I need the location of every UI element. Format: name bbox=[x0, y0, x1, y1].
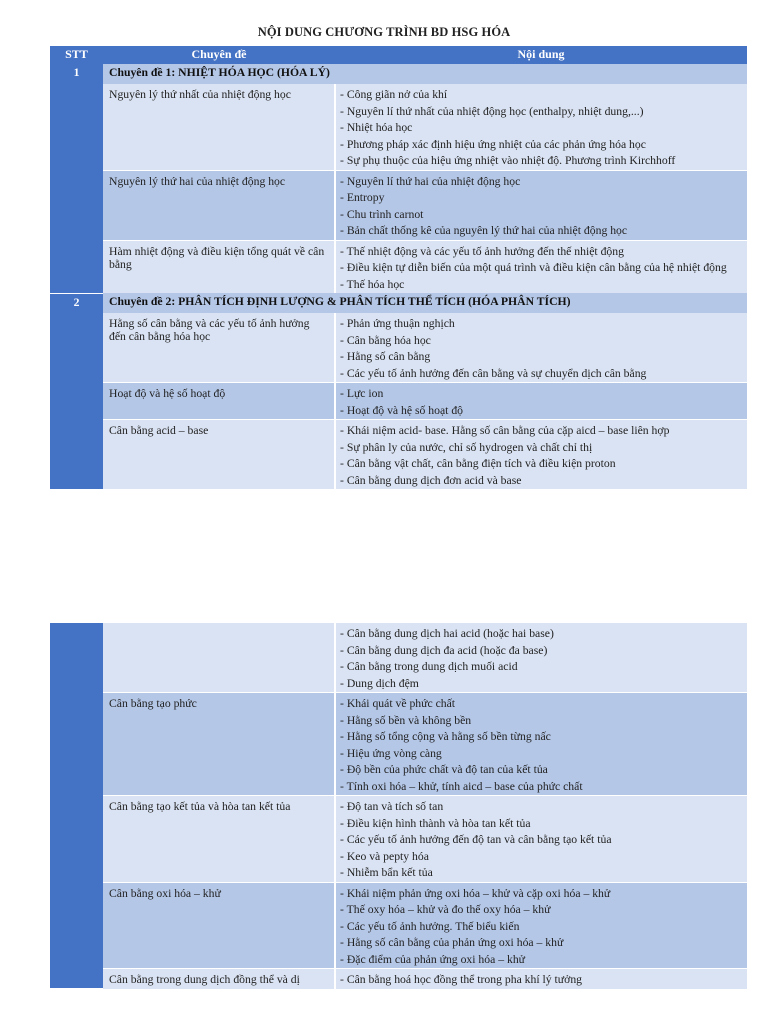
topic-cell: Hằng số cân bằng và các yếu tố ảnh hưởng đến cân bằng hóa học bbox=[103, 313, 335, 383]
topic-cell bbox=[103, 623, 335, 693]
content-item: - Độ tan và tích số tan bbox=[340, 800, 444, 813]
content-item: - Dung dịch đệm bbox=[340, 676, 419, 690]
content-item: - Các yếu tố ảnh hưởng. Thế biểu kiến bbox=[340, 919, 520, 933]
content-cell bbox=[335, 240, 747, 293]
content-item: - Phương pháp xác định hiệu ứng nhiệt của các phản ứng hóa học bbox=[340, 137, 646, 151]
curriculum-table-continued bbox=[50, 623, 747, 989]
topic-cell: Nguyên lý thứ hai của nhiệt động học bbox=[103, 170, 335, 240]
content-cell bbox=[335, 969, 747, 989]
topic-row bbox=[50, 882, 747, 969]
content-item: - Khái niệm acid- base. Hằng số cân bằng của cặp aicd – base liên hợp bbox=[340, 424, 670, 437]
curriculum-table bbox=[50, 46, 747, 490]
content-cell bbox=[335, 313, 747, 383]
content-cell bbox=[335, 882, 747, 969]
content-item: - Tính oxi hóa – khử, tính aicd – base của phức chất bbox=[340, 779, 583, 793]
content-cell bbox=[335, 170, 747, 240]
content-cell bbox=[335, 84, 747, 170]
content-cell bbox=[335, 693, 747, 796]
content-item: - Điều kiện tự diễn biến của một quá trình và điều kiện cân bằng của hệ nhiệt động bbox=[340, 261, 727, 274]
content-item: - Cân bằng vật chất, cân bằng điện tích và điều kiện proton bbox=[340, 457, 616, 470]
header-topic: Chuyên đề bbox=[103, 46, 335, 64]
content-item: - Thế nhiệt động và các yếu tố ảnh hưởng đến thế nhiệt động bbox=[340, 244, 624, 258]
content-item: - Thế hóa học bbox=[340, 277, 405, 291]
topic-row bbox=[50, 84, 747, 170]
content-item: - Điều kiện hình thành và hòa tan kết tủa bbox=[340, 816, 531, 830]
content-item: - Hiệu ứng vòng càng bbox=[340, 746, 442, 760]
topic-row bbox=[50, 693, 747, 796]
header-stt: STT bbox=[50, 46, 103, 64]
topic-cell: Cân bằng oxi hóa – khử bbox=[103, 882, 335, 969]
topic-row bbox=[50, 420, 747, 490]
topic-row bbox=[50, 313, 747, 383]
content-item: - Cân bằng hoá học đồng thể trong pha khí lý tưởng bbox=[340, 973, 583, 986]
topic-cell: Hàm nhiệt động và điều kiện tổng quát về cân bằng bbox=[103, 240, 335, 293]
content-item: - Hằng số cân bằng bbox=[340, 350, 431, 363]
topic-row bbox=[50, 240, 747, 293]
content-item: - Khái niệm phản ứng oxi hóa – khử và cặp oxi hóa – khử bbox=[340, 886, 611, 900]
content-item: - Cân bằng hóa học bbox=[340, 333, 431, 347]
content-item: - Nhiễm bẩn kết tủa bbox=[340, 866, 433, 879]
content-item: - Entropy bbox=[340, 191, 385, 204]
table-header-row bbox=[50, 46, 747, 64]
section-number: 2 bbox=[50, 293, 103, 489]
topic-row bbox=[50, 170, 747, 240]
topic-cell: Cân bằng tạo phức bbox=[103, 693, 335, 796]
topic-row bbox=[50, 383, 747, 420]
content-item: - Hằng số cân bằng của phản ứng oxi hóa – khử bbox=[340, 936, 564, 949]
topic-cell: Cân bằng trong dung dịch đồng thể và dị bbox=[103, 969, 335, 989]
section-row bbox=[50, 293, 747, 313]
topic-cell: Cân bằng acid – base bbox=[103, 420, 335, 490]
content-item: - Bản chất thống kê của nguyên lý thứ hai của nhiệt động học bbox=[340, 224, 628, 237]
content-item: - Cân bằng dung dịch đơn acid và base bbox=[340, 473, 522, 487]
content-item: - Nguyên lí thứ nhất của nhiệt động học (enthalpy, nhiệt dung,...) bbox=[340, 104, 644, 118]
document-title: NỘI DUNG CHƯƠNG TRÌNH BD HSG HÓA bbox=[257, 25, 511, 39]
content-cell bbox=[335, 623, 747, 693]
content-item: - Các yếu tố ảnh hưởng đến cân bằng và sự chuyển dịch cân bằng bbox=[340, 366, 647, 380]
content-cell bbox=[335, 796, 747, 883]
content-cell bbox=[335, 383, 747, 420]
content-item: - Keo và pepty hóa bbox=[340, 849, 429, 863]
content-item: - Chu trình carnot bbox=[340, 207, 424, 221]
content-item: - Các yếu tố ảnh hưởng đến độ tan và cân bằng tạo kết tủa bbox=[340, 833, 612, 846]
topic-cell: Nguyên lý thứ nhất của nhiệt động học bbox=[103, 84, 335, 170]
content-item: - Hằng số bền và không bền bbox=[340, 713, 472, 727]
content-item: - Sự phân ly của nước, chỉ số hydrogen và chất chỉ thị bbox=[340, 440, 593, 454]
section-title: Chuyên đề 1: NHIỆT HÓA HỌC (HÓA LÝ) bbox=[103, 64, 747, 84]
content-item: - Công giãn nở của khí bbox=[340, 88, 448, 101]
section-number: 1 bbox=[50, 64, 103, 293]
content-item: - Phản ứng thuận nghịch bbox=[340, 317, 455, 330]
content-item: - Độ bền của phức chất và độ tan của kết tủa bbox=[340, 763, 548, 776]
content-cell bbox=[335, 420, 747, 490]
content-item: - Thế oxy hóa – khử và đo thế oxy hóa – khử bbox=[340, 903, 551, 916]
content-item: - Đặc điểm của phản ứng oxi hóa – khử bbox=[340, 952, 526, 966]
section-row bbox=[50, 64, 747, 84]
content-item: - Khái quát về phức chất bbox=[340, 697, 456, 710]
topic-row bbox=[50, 796, 747, 883]
header-content: Nội dung bbox=[335, 46, 747, 64]
topic-cell: Hoạt độ và hệ số hoạt độ bbox=[103, 383, 335, 420]
section-number-continued bbox=[50, 623, 103, 989]
topic-row bbox=[50, 623, 747, 693]
content-item: - Lực ion bbox=[340, 387, 384, 400]
content-item: - Cân bằng dung dịch hai acid (hoặc hai base) bbox=[340, 627, 554, 640]
content-item: - Sự phụ thuộc của hiệu ứng nhiệt vào nhiệt độ. Phương trình Kirchhoff bbox=[340, 154, 676, 167]
topic-cell: Cân bằng tạo kết tủa và hòa tan kết tủa bbox=[103, 796, 335, 883]
content-item: - Nhiệt hóa học bbox=[340, 121, 413, 134]
content-item: - Hằng số tổng cộng và hằng số bền từng nấc bbox=[340, 730, 551, 743]
section-title: Chuyên đề 2: PHÂN TÍCH ĐỊNH LƯỢNG & PHÂN TÍCH THỂ TÍCH (HÓA PHÂN TÍCH) bbox=[103, 293, 747, 313]
content-item: - Cân bằng trong dung dịch muối acid bbox=[340, 660, 518, 673]
content-item: - Hoạt độ và hệ số hoạt độ bbox=[340, 403, 464, 417]
content-item: - Cân bằng dung dịch đa acid (hoặc đa base) bbox=[340, 643, 548, 657]
topic-row bbox=[50, 969, 747, 989]
content-item: - Nguyên lí thứ hai của nhiệt động học bbox=[340, 174, 521, 188]
